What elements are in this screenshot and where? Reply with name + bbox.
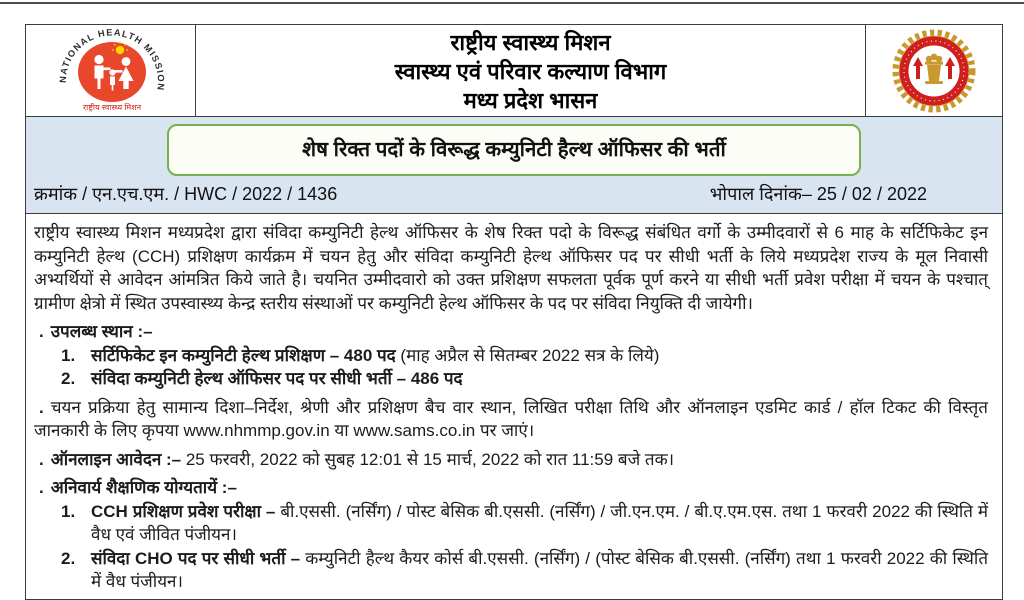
bullet-dot: .	[39, 449, 44, 469]
sams-url: www.sams.co.in	[353, 421, 476, 440]
org-name-line3: मध्य प्रदेश भासन	[463, 88, 598, 113]
title-band	[25, 117, 1003, 214]
list-item: 1. सर्टिफिकेट इन कम्युनिटी हेल्थ प्रशिक्षण – 480 पद (माह अप्रैल से सितम्बर 2022 सत्र के लिये)	[61, 344, 988, 368]
item-number: 2.	[61, 369, 76, 388]
nhm-logo-icon	[30, 27, 192, 115]
place-date: भोपाल दिनांक– 25 / 02 / 2022	[709, 184, 927, 204]
bullet-dot: .	[39, 397, 44, 417]
qualifications-section	[34, 476, 988, 594]
notice-body	[25, 214, 1003, 600]
intro-paragraph: राष्ट्रीय स्वास्थ्य मिशन मध्यप्रदेश द्वारा संविदा कम्युनिटी हेल्थ ऑफिसर के शेष रिक्त पदो के विरूद्ध संबंधित वर्गो के उम्मीदवारों से 6 माह के सर्टिफिकेट इन कम्युनिटी हेल्थ (CCH) प्रशिक्षण कार्यक्रम में चयन हेतु और संविदा कम्युनिटी हेल्थ ऑफिसर पद पर सीधी भर्ती के लिये मध्यप्रदेश राज्य के मूल निवासी अभ्यर्थियों से आवेदन आंमत्रित किये जाते है। चयनित उम्मीदवारो को उक्त प्रशिक्षण सफलता पूर्वक पूर्ण करने या सीधी भर्ती प्रवेश परीक्षा में चयन के पश्चात् ग्रामीण क्षेत्रो में स्थित उपस्वास्थ्य केन्द्र स्तरीय संस्थाओं पर कम्युनिटी हेल्थ ऑफिसर के पद पर संविदा नियुक्ति दी जायेगी।	[34, 223, 988, 313]
reference-number: क्रमांक / एन.एच.एम. / HWC / 2022 / 1436	[34, 184, 338, 204]
header-table	[25, 24, 1003, 117]
bullet-dot: .	[39, 322, 44, 341]
available-positions-heading: . उपलब्ध स्थान :–	[34, 320, 988, 344]
notice-title: शेष रिक्त पदों के विरूद्ध कम्युनिटी हैल्थ ऑफिसर की भर्ती	[302, 138, 726, 161]
qualification-item-1: 1. CCH प्रशिक्षण प्रवेश परीक्षा – बी.एससी. (नर्सिंग) / पोस्ट बेसिक बी.एससी. (नर्सिंग) / जी.एन.एम. / बी.ए.एम.एस. तथा 1 फरवरी 2022 की स्थिति में वैध एवं जीवित पंजीयन।	[61, 500, 988, 547]
list-item: 2. संविदा कम्युनिटी हेल्थ ऑफिसर पद पर सीधी भर्ती – 486 पद	[61, 367, 988, 391]
available-positions-section	[34, 320, 988, 391]
selection-process-paragraph: . चयन प्रक्रिया हेतु सामान्य दिशा–निर्देश, श्रेणी और प्रशिक्षण बैच वार स्थान, लिखित परीक्षा तिथि और ऑनलाइन एडमिट कार्ड / हॉल टिकट की विस्तृत जानकारी के लिए कृपया www.nhmmp.gov.in या www.sams.co.in पर जाएं।	[34, 397, 988, 440]
nhm-logo-caption: राष्ट्रीय स्वास्थ्य मिशन	[82, 102, 141, 112]
qualifications-heading: . अनिवार्य शैक्षणिक योग्यतायें :–	[34, 476, 988, 500]
page-top-rule	[0, 2, 1024, 4]
qualification-item-2: 2. संविदा CHO पद पर सीधी भर्ती – कम्युनिटी हैल्थ कैयर कोर्स बी.एससी. (नर्सिंग) / (पोस्ट बेसिक बी.एससी. (नर्सिंग) तथा 1 फरवरी 2022 की स्थिति में वैध पंजीयन।	[61, 547, 988, 594]
mp-government-emblem-icon	[888, 28, 980, 114]
bullet-dot: .	[39, 478, 44, 497]
mp-emblem-cell	[866, 24, 1003, 117]
nhmmp-url: www.nhmmp.gov.in	[183, 421, 330, 440]
org-title-block	[195, 24, 866, 117]
reference-row	[26, 179, 1002, 213]
online-application-line: . ऑनलाइन आवेदन :– 25 फरवरी, 2022 को सुबह 12:01 से 15 मार्च, 2022 को रात 11:59 बजे तक।	[34, 448, 988, 472]
notice-document	[25, 24, 1003, 600]
org-name-line2: स्वास्थ्य एवं परिवार कल्याण विभाग	[394, 59, 667, 84]
notice-title-box	[167, 124, 861, 176]
nhm-logo-cell	[25, 24, 195, 117]
org-name-line1: राष्ट्रीय स्वास्थ्य मिशन	[450, 30, 611, 55]
item-number: 1.	[61, 501, 76, 521]
item-number: 2.	[61, 548, 76, 568]
nhm-arc-text: NATIONAL HEALTH MISSION	[57, 26, 166, 92]
item-number: 1.	[61, 345, 76, 365]
